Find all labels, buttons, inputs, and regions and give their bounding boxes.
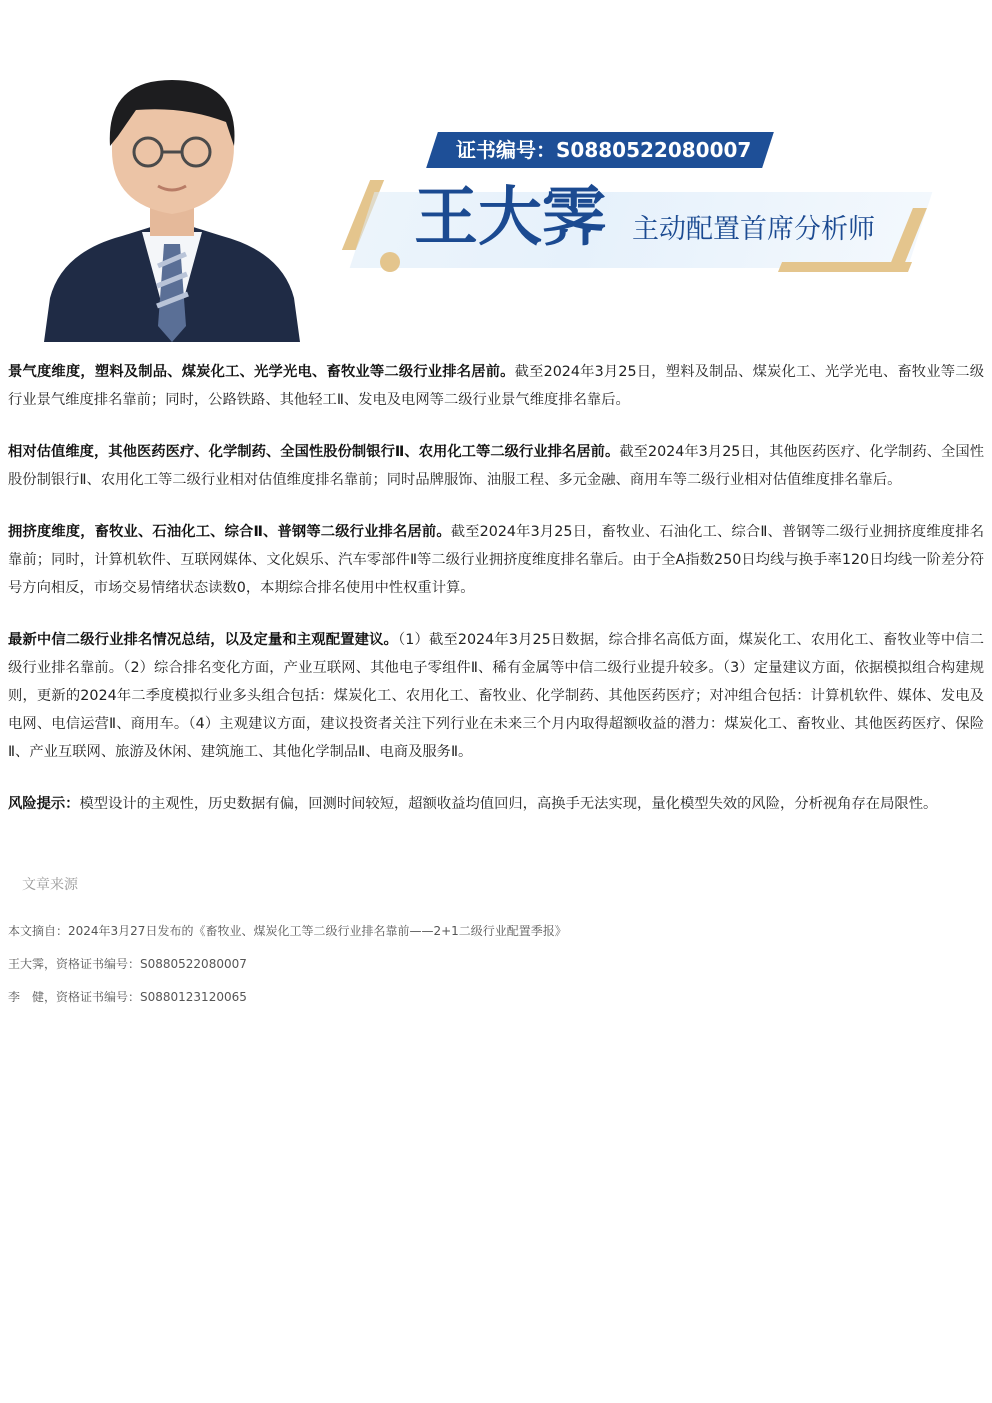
paragraph-heading: 景气度维度，塑料及制品、煤炭化工、光学光电、畜牧业等二级行业排名居前。 bbox=[8, 364, 515, 380]
paragraph-heading: 拥挤度维度，畜牧业、石油化工、综合Ⅱ、普钢等二级行业排名居前。 bbox=[8, 524, 451, 540]
analyst-title: 主动配置首席分析师 bbox=[632, 214, 875, 245]
paragraph-summary bbox=[8, 626, 984, 766]
source-excerpt: 本文摘自：2024年3月27日发布的《畜牧业、煤炭化工等二级行业排名靠前——2+1二级行业配置季报》 bbox=[8, 924, 567, 938]
gold-bar bbox=[778, 262, 912, 272]
paragraph-risk bbox=[8, 790, 984, 818]
paragraph-heading: 风险提示： bbox=[8, 796, 80, 812]
analyst-header bbox=[0, 0, 992, 345]
source-author-2: 李 健，资格证书编号：S0880123120065 bbox=[8, 990, 247, 1004]
paragraph-heading: 相对估值维度，其他医药医疗、化学制药、全国性股份制银行Ⅱ、农用化工等二级行业排名居前。 bbox=[8, 444, 620, 460]
article-body bbox=[8, 358, 984, 842]
paragraph-text: 截至2024年3月25日，塑料及制品、煤炭化工、光学光电、畜牧业等二级行业景气维度排名靠前；同时，公路铁路、其他轻工Ⅱ、发电及电网等二级行业景气维度排名靠后。 bbox=[8, 364, 985, 408]
paragraph-crowding bbox=[8, 518, 984, 602]
paragraph-text: （1）截至2024年3月25日数据，综合排名高低方面，煤炭化工、农用化工、畜牧业等中信二级行业排名靠前。（2）综合排名变化方面，产业互联网、其他电子零组件Ⅱ、稀有金属等中信二级行业提升较多。（3）定量建议方面，依据模拟组合构建规则，更新的2024年二季度模拟行业多头组合包括：煤炭化工、农用化工、畜牧业、化学制药、其他医药医疗；对冲组合包括：计算机软件、媒体、发电及电网、电信运营Ⅱ、商用车。（4）主观建议方面，建议投资者关注下列行业在未来三个月内取得超额收益的潜力：煤炭化工、畜牧业、其他医药医疗、保险Ⅱ、产业互联网、旅游及休闲、建筑施工、其他化学制品Ⅱ、电商及服务Ⅱ。 bbox=[8, 632, 985, 760]
certificate-number: 证书编号：S0880522080007 bbox=[456, 138, 752, 162]
paragraph-text: 模型设计的主观性，历史数据有偏，回测时间较短，超额收益均值回归，高换手无法实现，量化模型失效的风险，分析视角存在局限性。 bbox=[79, 796, 938, 812]
gold-dot bbox=[380, 252, 400, 272]
paragraph-valuation bbox=[8, 438, 984, 494]
source-label: 文章来源 bbox=[22, 877, 78, 893]
paragraph-prosperity bbox=[8, 358, 984, 414]
paragraph-heading: 最新中信二级行业排名情况总结，以及定量和主观配置建议。 bbox=[8, 632, 398, 648]
analyst-name: 王大霁 bbox=[414, 180, 606, 255]
paragraph-text: 截至2024年3月25日，畜牧业、石油化工、综合Ⅱ、普钢等二级行业拥挤度维度排名靠前；同时，计算机软件、互联网媒体、文化娱乐、汽车零部件Ⅱ等二级行业拥挤度维度排名靠后。由于全A指数250日均线与换手率120日均线一阶差分符号方向相反，市场交易情绪状态读数0，本期综合排名使用中性权重计算。 bbox=[8, 524, 984, 596]
paragraph-text: 截至2024年3月25日，其他医药医疗、化学制药、全国性股份制银行Ⅱ、农用化工等二级行业相对估值维度排名靠前；同时品牌服饰、油服工程、多元金融、商用车等二级行业相对估值维度排名靠后。 bbox=[8, 444, 985, 488]
analyst-photo bbox=[44, 76, 300, 342]
source-author-1: 王大霁，资格证书编号：S0880522080007 bbox=[8, 957, 247, 971]
